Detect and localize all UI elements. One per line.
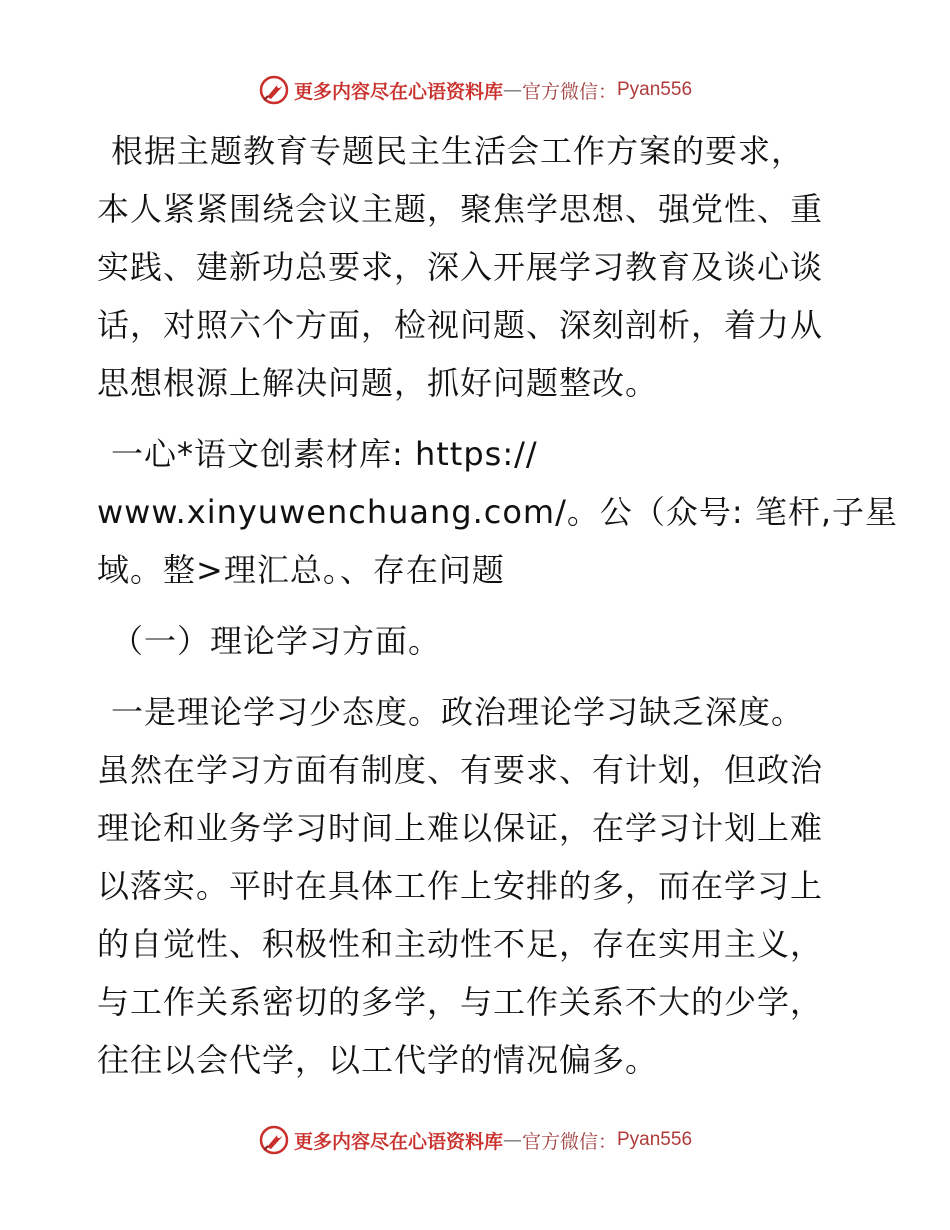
text-line: 话，对照六个方面，检视问题、深刻剖析，着力从 <box>97 306 824 344</box>
heading-line: （一）理论学习方面。 <box>111 622 442 660</box>
text-line: 理论和业务学习时间上难以保证，在学习计划上难 <box>97 809 824 847</box>
pen-nib-circle-icon <box>258 1124 290 1156</box>
text-line: 思想根源上解决问题，抓好问题整改。 <box>97 364 659 402</box>
watermark-site-text: 更多内容尽在心语资料库 <box>293 1130 503 1153</box>
pen-nib-circle-icon <box>258 74 290 106</box>
section-heading <box>97 612 857 670</box>
watermark-separator: — <box>502 1129 522 1151</box>
paragraph-theory-study <box>97 683 857 1089</box>
watermark-separator: — <box>502 79 522 101</box>
text-line: 一心*语文创素材库: https:// <box>111 435 538 473</box>
watermark-wechat-id: Pyan556 <box>617 79 693 100</box>
text-line: 的自觉性、积极性和主动性不足，存在实用主义， <box>97 925 824 963</box>
footer-watermark <box>0 1120 950 1160</box>
watermark-wechat-label: 官方微信： <box>521 1130 617 1153</box>
watermark-wechat-id: Pyan556 <box>617 1129 693 1150</box>
text-line: 以落实。平时在具体工作上安排的多，而在学习上 <box>97 867 824 905</box>
document-body <box>97 122 899 1102</box>
text-line: 一是理论学习少态度。政治理论学习缺乏深度。 <box>111 693 805 731</box>
text-line: www.xinyuwenchuang.com/。公（众号: 笔杆,子星 <box>97 493 899 531</box>
text-line: 域。整>理汇总。、存在问题 <box>97 551 505 589</box>
text-line: 实践、建新功总要求，深入开展学习教育及谈心谈 <box>97 248 824 286</box>
text-line: 根据主题教育专题民主生活会工作方案的要求， <box>111 132 805 170</box>
paragraph-intro <box>97 122 857 412</box>
text-line: 本人紧紧围绕会议主题，聚焦学思想、强党性、重 <box>97 190 824 228</box>
paragraph-source-note <box>97 425 899 599</box>
watermark-site-text: 更多内容尽在心语资料库 <box>293 80 503 103</box>
text-line: 往往以会代学，以工代学的情况偏多。 <box>97 1041 659 1079</box>
watermark-wechat-label: 官方微信： <box>521 80 617 103</box>
text-line: 虽然在学习方面有制度、有要求、有计划，但政治 <box>97 751 824 789</box>
text-line: 与工作关系密切的多学，与工作关系不大的少学， <box>97 983 824 1021</box>
header-watermark <box>0 70 950 110</box>
